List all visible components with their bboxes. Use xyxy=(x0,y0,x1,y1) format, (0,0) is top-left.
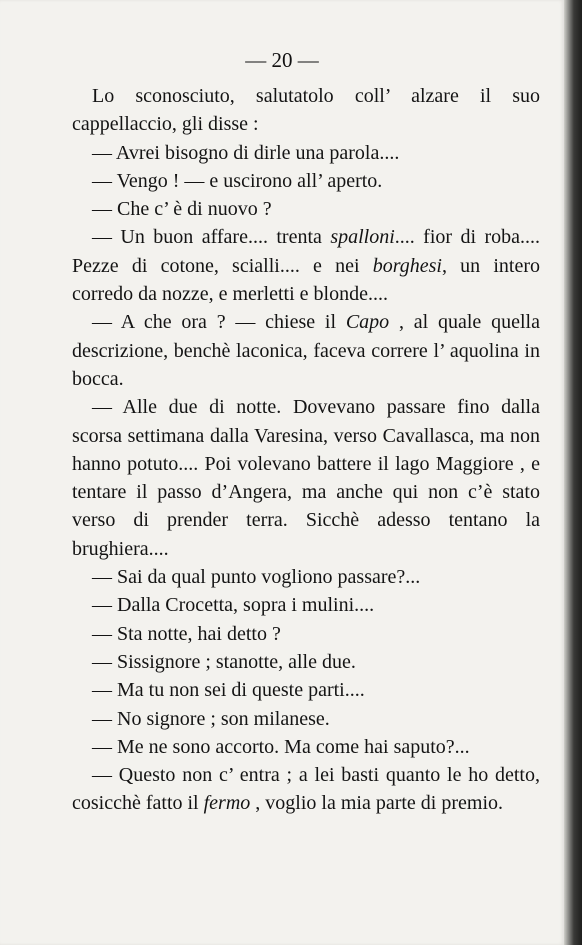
paragraph xyxy=(72,648,540,676)
text-run: — Un buon affare.... trenta xyxy=(92,226,331,249)
text-run: — No signore ; son milanese. xyxy=(92,707,330,730)
text-run: — Alle due di notte. Dovevano passare fino dalla scorsa settimana dalla Varesina, verso Cavallasca, ma non hanno potuto.... Poi volevano battere il lago Maggiore , e tentare il passo d’Angera, ma anche qui non c’è stato verso di prender terra. Sicchè adesso tentano la brughiera.... xyxy=(72,396,540,560)
paragraph xyxy=(72,591,540,619)
text-run: , al quale quella descrizione, benchè laconica, faceva correre l’ aquolina in bocca. xyxy=(72,311,540,390)
paragraph xyxy=(72,82,540,139)
italic-text: borghesi xyxy=(372,254,442,277)
text-run: Lo sconosciuto, salutatolo coll’ alzare il suo cappellaccio, gli disse : xyxy=(72,85,540,136)
paragraph xyxy=(72,139,540,167)
body-text xyxy=(72,82,540,818)
text-run: — Sissignore ; stanotte, alle due. xyxy=(92,650,356,673)
text-run: — Che c’ è di nuovo ? xyxy=(92,198,272,221)
text-run: .... fior di roba.... Pezze di cotone, scialli.... e nei xyxy=(72,226,540,277)
text-run: — Vengo ! — e uscirono all’ aperto. xyxy=(92,169,383,192)
paragraph xyxy=(72,167,540,195)
paragraph xyxy=(72,705,540,733)
paragraph xyxy=(72,676,540,704)
italic-text: fermo xyxy=(203,792,251,815)
text-run: — A che ora ? — chiese il xyxy=(92,311,346,334)
text-run: — Avrei bisogno di dirle una parola.... xyxy=(92,141,400,164)
paragraph xyxy=(72,563,540,591)
paragraph xyxy=(72,393,540,563)
page-number: — 20 — xyxy=(245,48,319,72)
paragraph xyxy=(72,223,540,308)
text-run: — Me ne sono accorto. Ma come hai saputo?... xyxy=(92,735,470,758)
text-run: — Sta notte, hai detto ? xyxy=(92,622,281,645)
paragraph xyxy=(72,620,540,648)
book-binding-edge xyxy=(564,0,582,945)
text-run: — Sai da qual punto vogliono passare?... xyxy=(92,566,421,589)
paragraph xyxy=(72,195,540,223)
paragraph xyxy=(72,733,540,761)
italic-text: spalloni xyxy=(330,226,395,249)
paragraph xyxy=(72,308,540,393)
text-run: — Ma tu non sei di queste parti.... xyxy=(92,679,365,702)
text-run: — Questo non c’ entra ; a lei basti quanto le ho detto, cosicchè fatto il xyxy=(72,764,540,815)
paragraph xyxy=(72,761,540,818)
text-run: , un intero corredo da nozze, e merletti e blonde.... xyxy=(72,254,540,306)
italic-text: Capo xyxy=(345,311,390,334)
text-run: — Dalla Crocetta, sopra i mulini.... xyxy=(92,594,375,617)
text-run: , voglio la mia parte di premio. xyxy=(250,792,504,815)
